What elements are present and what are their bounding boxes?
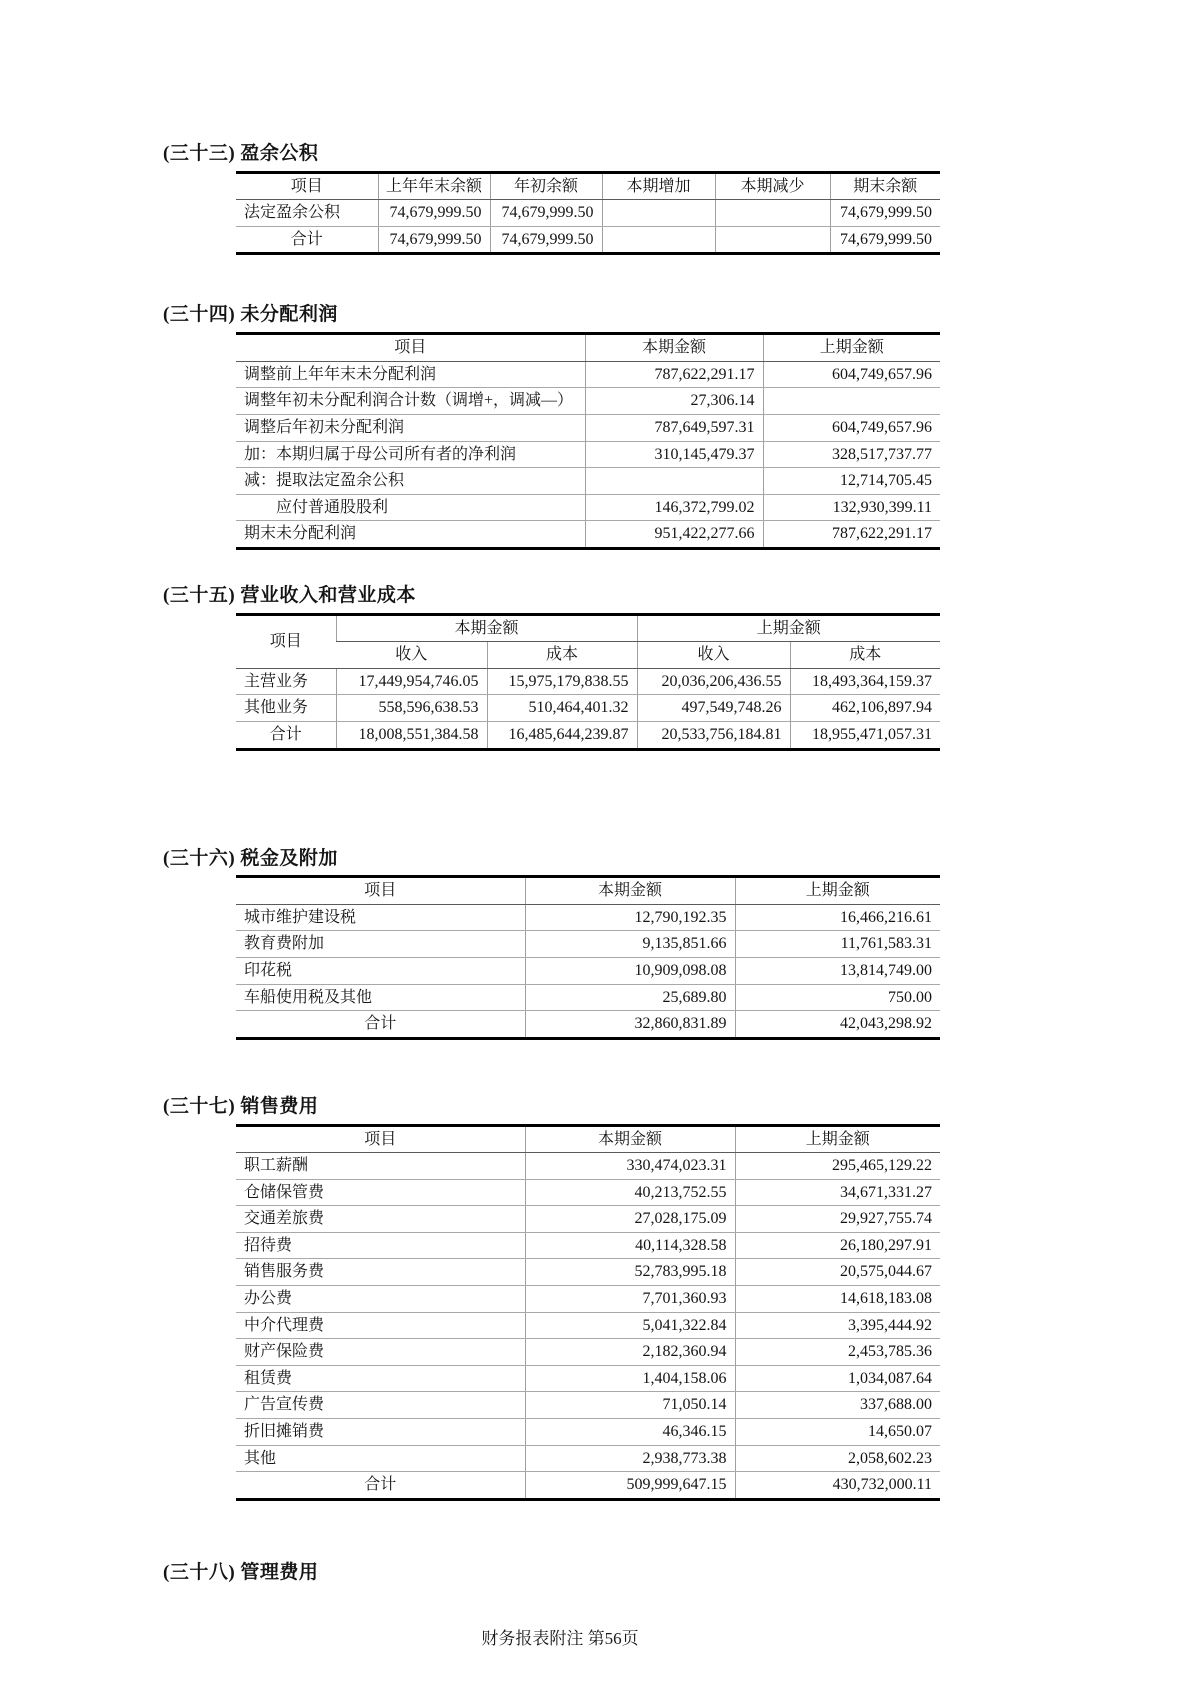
row-label: 城市维护建设税: [236, 904, 525, 931]
table-row: [236, 958, 940, 985]
row-value: [585, 468, 763, 495]
table-row: [236, 721, 940, 749]
column-header: 项目: [236, 877, 525, 905]
row-value: 17,449,954,746.05: [336, 668, 487, 695]
row-value: 787,622,291.17: [763, 521, 940, 549]
column-header: 项目: [236, 614, 336, 668]
table-row: [236, 1312, 940, 1339]
row-value: 13,814,749.00: [735, 958, 940, 985]
column-header: 项目: [236, 172, 378, 200]
row-value: 20,575,044.67: [735, 1259, 940, 1286]
row-label: 减：提取法定盈余公积: [236, 468, 585, 495]
row-value: 462,106,897.94: [790, 695, 940, 722]
row-label: 应付普通股股利: [236, 494, 585, 521]
row-label: 合计: [364, 1476, 397, 1494]
column-header: 成本: [790, 642, 940, 669]
row-value: 74,679,999.50: [378, 226, 490, 254]
row-value: 71,050.14: [525, 1392, 735, 1419]
row-value: 29,927,755.74: [735, 1206, 940, 1233]
row-label: 其他: [236, 1445, 525, 1472]
row-value: 74,679,999.50: [830, 200, 940, 227]
row-value: 32,860,831.89: [525, 1011, 735, 1039]
column-header: 项目: [236, 1125, 525, 1153]
section-selling-expenses: [163, 1095, 940, 1501]
row-value: 9,135,851.66: [525, 931, 735, 958]
row-label: 仓储保管费: [236, 1179, 525, 1206]
column-header: 本期增加: [602, 172, 715, 200]
row-value: 20,036,206,436.55: [637, 668, 790, 695]
column-header: 上期金额: [735, 1125, 940, 1153]
row-value: 3,395,444.92: [735, 1312, 940, 1339]
row-label: 销售服务费: [236, 1259, 525, 1286]
section-revenue-cost: [163, 584, 940, 751]
row-label: 法定盈余公积: [236, 200, 378, 227]
row-label: 折旧摊销费: [236, 1419, 525, 1446]
table-row: [236, 1179, 940, 1206]
row-label: 广告宣传费: [236, 1392, 525, 1419]
row-value: 26,180,297.91: [735, 1232, 940, 1259]
column-header: 本期金额: [585, 334, 763, 362]
row-value: 27,028,175.09: [525, 1206, 735, 1233]
table-row: [236, 494, 940, 521]
surplus-reserve-table: [236, 171, 940, 256]
row-value: 20,533,756,184.81: [637, 721, 790, 749]
table-row: [236, 1153, 940, 1180]
table-row: [236, 1445, 940, 1472]
row-value: 10,909,098.08: [525, 958, 735, 985]
row-value: 14,650.07: [735, 1419, 940, 1446]
table-row: [236, 1339, 940, 1366]
row-value: 330,474,023.31: [525, 1153, 735, 1180]
row-label: 财产保险费: [236, 1339, 525, 1366]
column-header: 本期金额: [336, 614, 637, 642]
row-label: 车船使用税及其他: [236, 984, 525, 1011]
heading-36: (三十六) 税金及附加: [163, 847, 338, 869]
row-value: 12,714,705.45: [763, 468, 940, 495]
table-row: [236, 1011, 940, 1039]
section-taxes-surcharges: [163, 847, 940, 1040]
heading-37: (三十七) 销售费用: [163, 1095, 319, 1117]
row-value: 604,749,657.96: [763, 361, 940, 388]
column-header: 成本: [487, 642, 637, 669]
row-label: 职工薪酬: [236, 1153, 525, 1180]
row-value: 497,549,748.26: [637, 695, 790, 722]
row-value: 18,008,551,384.58: [336, 721, 487, 749]
row-value: 132,930,399.11: [763, 494, 940, 521]
section-surplus-reserve: [163, 142, 940, 255]
revenue-cost-table: [236, 613, 940, 751]
row-label: 招待费: [236, 1232, 525, 1259]
taxes-surcharges-table: [236, 875, 940, 1040]
column-header: 年初余额: [490, 172, 602, 200]
undistributed-profit-table: [236, 332, 940, 550]
row-value: 40,213,752.55: [525, 1179, 735, 1206]
row-value: 328,517,737.77: [763, 441, 940, 468]
table-header-row: [236, 877, 940, 905]
column-header: 上期金额: [735, 877, 940, 905]
row-label: 教育费附加: [236, 931, 525, 958]
row-label: 主营业务: [236, 668, 336, 695]
table-row: [236, 361, 940, 388]
table-row: [236, 1472, 940, 1500]
table-row: [236, 1392, 940, 1419]
table-row: [236, 414, 940, 441]
selling-expenses-table: [236, 1124, 940, 1501]
row-value: 18,493,364,159.37: [790, 668, 940, 695]
row-value: 295,465,129.22: [735, 1153, 940, 1180]
heading-35: (三十五) 营业收入和营业成本: [163, 584, 416, 606]
table-row: [236, 468, 940, 495]
table-row: [236, 388, 940, 415]
row-value: 15,975,179,838.55: [487, 668, 637, 695]
row-label: 合计: [364, 1015, 397, 1033]
row-value: 2,182,360.94: [525, 1339, 735, 1366]
table-row: [236, 668, 940, 695]
table-row: [236, 695, 940, 722]
column-header: 上期金额: [763, 334, 940, 362]
row-value: 951,422,277.66: [585, 521, 763, 549]
row-value: 787,649,597.31: [585, 414, 763, 441]
row-value: 42,043,298.92: [735, 1011, 940, 1039]
row-value: 310,145,479.37: [585, 441, 763, 468]
row-value: 74,679,999.50: [490, 200, 602, 227]
row-label: 中介代理费: [236, 1312, 525, 1339]
row-label: 调整前上年年末未分配利润: [236, 361, 585, 388]
column-header: 本期减少: [715, 172, 830, 200]
table-row: [236, 1259, 940, 1286]
row-value: 16,466,216.61: [735, 904, 940, 931]
heading-34: (三十四) 未分配利润: [163, 304, 338, 326]
row-value: 558,596,638.53: [336, 695, 487, 722]
row-value: [602, 200, 715, 227]
section-admin-expenses: [163, 1561, 940, 1586]
row-value: 25,689.80: [525, 984, 735, 1011]
table-header-row: [236, 334, 940, 362]
row-value: 337,688.00: [735, 1392, 940, 1419]
table-header-row: [236, 172, 940, 200]
column-header: 项目: [236, 334, 585, 362]
table-row: [236, 441, 940, 468]
row-value: 11,761,583.31: [735, 931, 940, 958]
column-header: 上年年末余额: [378, 172, 490, 200]
column-header: 本期金额: [525, 1125, 735, 1153]
row-value: 509,999,647.15: [525, 1472, 735, 1500]
row-value: 27,306.14: [585, 388, 763, 415]
row-value: 74,679,999.50: [830, 226, 940, 254]
row-value: 604,749,657.96: [763, 414, 940, 441]
row-label: 交通差旅费: [236, 1206, 525, 1233]
row-value: [715, 200, 830, 227]
table-row: [236, 1419, 940, 1446]
row-value: 34,671,331.27: [735, 1179, 940, 1206]
heading-38: (三十八) 管理费用: [163, 1561, 319, 1583]
table-row: [236, 984, 940, 1011]
column-header: 收入: [336, 642, 487, 669]
heading-33: (三十三) 盈余公积: [163, 143, 319, 164]
table-subheader-row: [236, 642, 940, 669]
row-label: 其他业务: [236, 695, 336, 722]
table-row: [236, 1365, 940, 1392]
row-value: 74,679,999.50: [490, 226, 602, 254]
row-value: 18,955,471,057.31: [790, 721, 940, 749]
column-header: 收入: [637, 642, 790, 669]
table-row: [236, 1286, 940, 1313]
section-undistributed-profit: [163, 303, 940, 549]
row-value: 430,732,000.11: [735, 1472, 940, 1500]
row-value: 12,790,192.35: [525, 904, 735, 931]
row-value: 5,041,322.84: [525, 1312, 735, 1339]
row-value: 1,404,158.06: [525, 1365, 735, 1392]
column-header: 期末余额: [830, 172, 940, 200]
row-value: 2,058,602.23: [735, 1445, 940, 1472]
row-value: 510,464,401.32: [487, 695, 637, 722]
row-value: 74,679,999.50: [378, 200, 490, 227]
page-footer: 财务报表附注 第56页: [481, 1629, 639, 1648]
row-value: 750.00: [735, 984, 940, 1011]
row-value: 1,034,087.64: [735, 1365, 940, 1392]
table-row: [236, 931, 940, 958]
row-label: 办公费: [236, 1286, 525, 1313]
row-label: 合计: [269, 725, 302, 743]
table-row: [236, 226, 940, 254]
row-value: [715, 226, 830, 254]
table-row: [236, 1232, 940, 1259]
row-value: 52,783,995.18: [525, 1259, 735, 1286]
row-value: 46,346.15: [525, 1419, 735, 1446]
row-value: 16,485,644,239.87: [487, 721, 637, 749]
row-label: 调整后年初未分配利润: [236, 414, 585, 441]
row-label: 印花税: [236, 958, 525, 985]
row-label: 调整年初未分配利润合计数（调增+，调减—）: [236, 388, 585, 415]
row-value: 146,372,799.02: [585, 494, 763, 521]
row-label: 租赁费: [236, 1365, 525, 1392]
table-row: [236, 521, 940, 549]
table-row: [236, 904, 940, 931]
table-header-row: [236, 614, 940, 642]
row-value: [602, 226, 715, 254]
row-label: 合计: [290, 230, 323, 248]
row-label: 期末未分配利润: [244, 525, 357, 543]
column-header: 上期金额: [637, 614, 940, 642]
row-value: 40,114,328.58: [525, 1232, 735, 1259]
row-value: 2,938,773.38: [525, 1445, 735, 1472]
row-value: 787,622,291.17: [585, 361, 763, 388]
row-value: [763, 388, 940, 415]
table-header-row: [236, 1125, 940, 1153]
column-header: 本期金额: [525, 877, 735, 905]
row-value: 14,618,183.08: [735, 1286, 940, 1313]
table-row: [236, 200, 940, 227]
row-label: 加：本期归属于母公司所有者的净利润: [236, 441, 585, 468]
row-value: 2,453,785.36: [735, 1339, 940, 1366]
table-row: [236, 1206, 940, 1233]
row-value: 7,701,360.93: [525, 1286, 735, 1313]
